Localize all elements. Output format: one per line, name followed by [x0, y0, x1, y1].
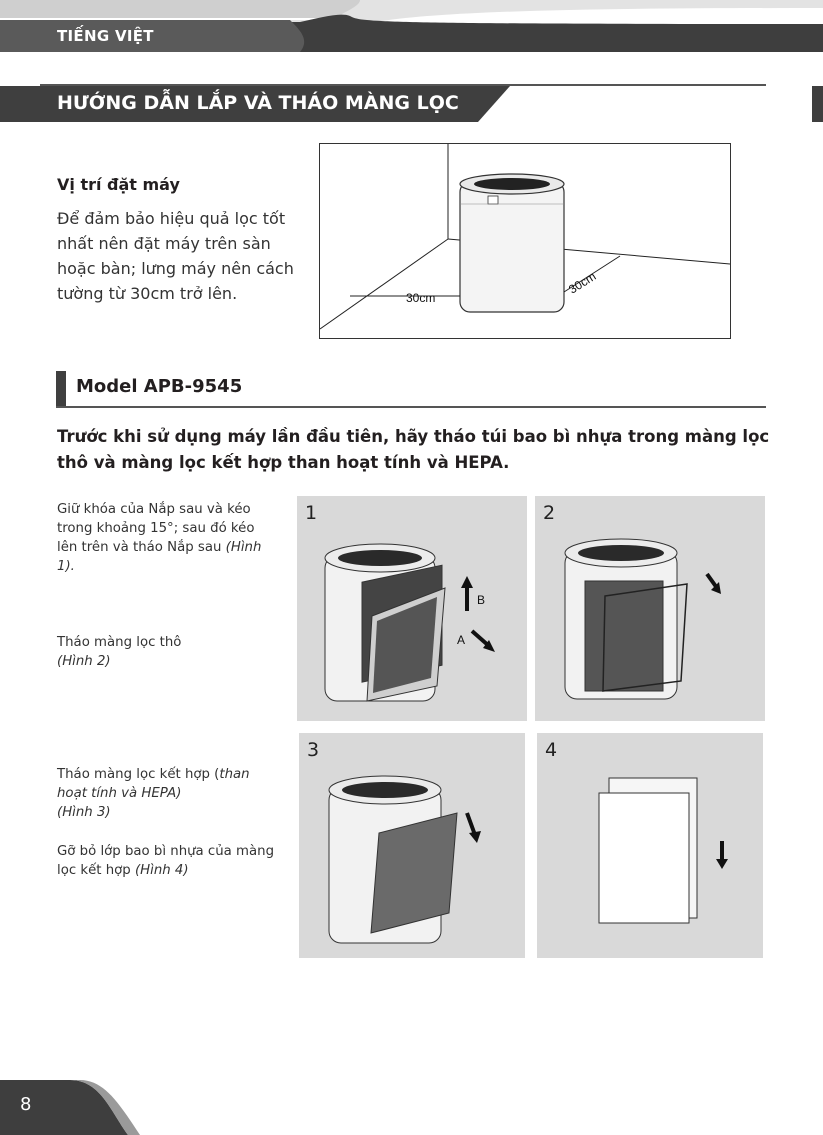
- step-3-ref: (Hình 3): [57, 805, 111, 820]
- step-2-ref: (Hình 2): [57, 654, 111, 669]
- purifier-rear-cover-illustration: [297, 496, 527, 721]
- panel-3-number: 3: [307, 739, 320, 761]
- placement-body: Để đảm bảo hiệu quả lọc tốt nhất nên đặt máy trên sàn hoặc bàn; lưng máy nên cách tường từ 30cm trở lên.: [57, 209, 294, 303]
- room-diagram: [320, 144, 730, 338]
- model-bar: [56, 371, 66, 407]
- placement-illustration: [319, 143, 731, 339]
- step-4-ref: (Hình 4): [134, 863, 189, 878]
- figure-panel-4: [537, 733, 763, 958]
- edge-marker: [812, 86, 823, 122]
- panel-4-number: 4: [545, 739, 558, 761]
- label-a: A: [457, 633, 466, 647]
- language-label: TIẾNG VIỆT: [57, 27, 154, 45]
- hepa-packaging-illustration: [537, 733, 763, 958]
- step-4-instruction: Gỡ bỏ lớp bao bì nhựa của màng lọc kết hợp: [57, 844, 275, 878]
- step-3-instruction: Tháo màng lọc kết hợp (: [57, 767, 220, 782]
- figure-panel-2: [535, 496, 765, 721]
- figure-panel-1: [297, 496, 527, 721]
- page-number: 8: [20, 1094, 32, 1115]
- step-3-italic: than hoạt tính và HEPA): [57, 767, 250, 801]
- step-2-instruction: Tháo màng lọc thô: [57, 635, 182, 650]
- step-3-text: [57, 765, 277, 822]
- purifier-hepa-illustration: [299, 733, 525, 958]
- step-2-text: [57, 633, 277, 671]
- model-intro: Trước khi sử dụng máy lần đầu tiên, hãy tháo túi bao bì nhựa trong màng lọc thô và màng lọc kết hợp than hoạt tính và HEPA.: [57, 427, 770, 472]
- step-1-text: [57, 500, 277, 576]
- dim-right-label: 30cm: [566, 269, 599, 297]
- panel-2-number: 2: [543, 502, 556, 524]
- label-b: B: [477, 593, 486, 607]
- step-1-instruction: Giữ khóa của Nắp sau và kéo trong khoảng 15°; sau đó kéo lên trên và tháo Nắp sau: [57, 502, 255, 555]
- placement-heading: Vị trí đặt máy: [57, 175, 180, 194]
- step-1-ref: (Hình 1).: [57, 540, 262, 574]
- purifier-prefilter-illustration: [535, 496, 765, 721]
- dim-left-label: 30cm: [406, 291, 436, 305]
- model-title: Model APB-9545: [76, 376, 243, 397]
- figure-panel-3: [299, 733, 525, 958]
- step-4-text: [57, 842, 277, 880]
- section-title: HƯỚNG DẪN LẮP VÀ THÁO MÀNG LỌC: [57, 92, 459, 114]
- panel-1-number: 1: [305, 502, 318, 524]
- model-rule: [56, 406, 766, 408]
